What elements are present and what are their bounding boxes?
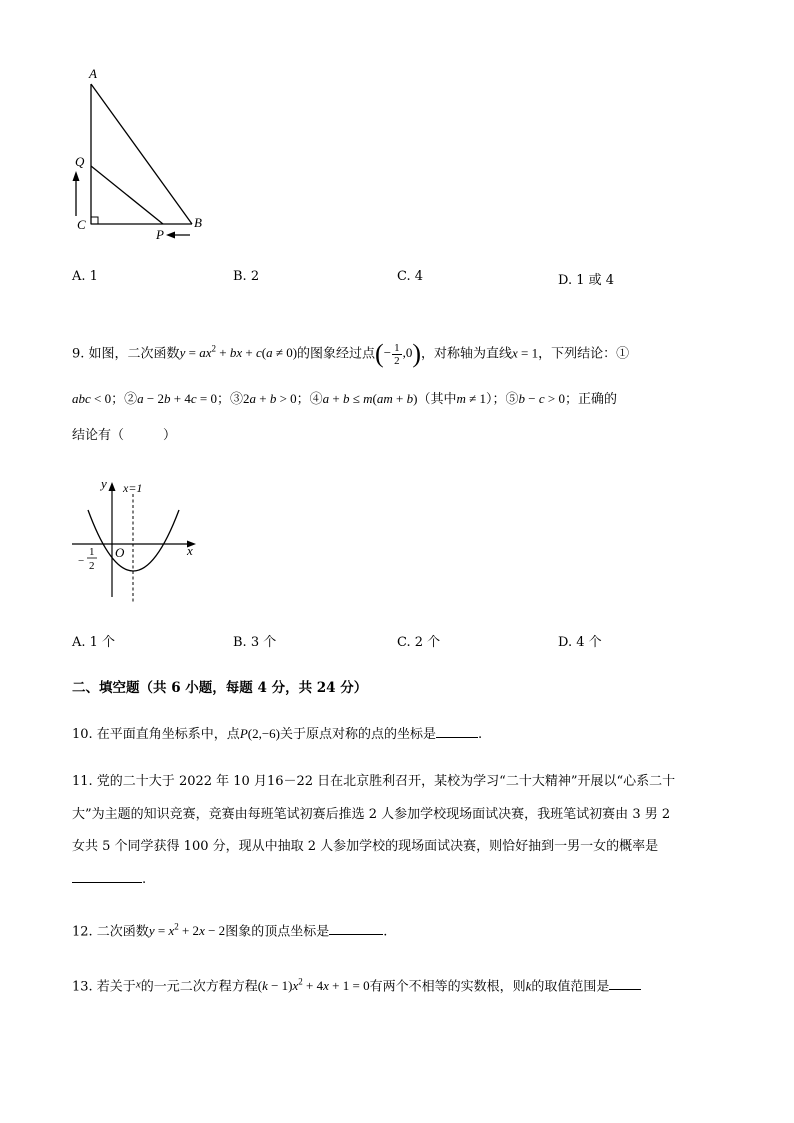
label-c: C <box>77 217 86 232</box>
triangle-figure <box>70 60 220 245</box>
symmetry-axis-label: x=1 <box>123 481 143 495</box>
q13-answer-blank[interactable] <box>609 977 641 990</box>
q10-answer-blank[interactable] <box>436 725 478 738</box>
label-q: Q <box>75 154 85 169</box>
q9-option-a: A. 1 个 <box>72 635 116 650</box>
section2-title: 二、填空题（共 6 小题，每题 4 分，共 24 分） <box>72 680 368 696</box>
parabola-figure <box>72 472 202 604</box>
label-b: B <box>194 215 202 230</box>
label-p: P <box>156 227 164 242</box>
q11-line3: 女共 5 个同学获得 100 分，现从中抽取 2 人参加学校的现场面试决赛，则恰好抽到一男一女的概率是 <box>72 839 659 854</box>
q11-line4: . <box>72 870 146 889</box>
neg-sign: − <box>78 555 85 567</box>
side-ab <box>91 84 192 224</box>
q11-line1: 11. 党的二十大于 2022 年 10 月16－22 日在北京胜利召开，某校为学习“二十大精神”开展以“心系二十 <box>72 774 676 789</box>
right-angle-mark <box>91 217 98 224</box>
half-num: 1 <box>89 546 95 558</box>
q8-option-d: D. 1 或 4 <box>558 273 615 288</box>
q9-option-d: D. 4 个 <box>558 635 602 650</box>
origin-label: O <box>115 545 125 560</box>
label-a: A <box>89 66 97 81</box>
y-axis-arrow <box>109 482 116 491</box>
q11-line2: 大”为主题的知识竞赛，竞赛由每班笔试初赛后推选 2 人参加学校现场面试决赛，我班笔试初赛由 3 男 2 <box>72 807 671 822</box>
q9-line1: 9. 如图，二次函数$y = ax^2$ + bx + c(a ≠ 0)的图象经过点(− $\frac{1}{2}$ ,0)，对称轴为直线x = 1，下列结论：① <box>72 339 630 369</box>
q8-option-c: C. 4 <box>397 269 424 284</box>
q10: 10. 在平面直角坐标系中，点P(2,−6)关于原点对称的点的坐标是 . <box>72 726 483 742</box>
arrow-up-head <box>73 171 80 181</box>
q9-option-c: C. 2 个 <box>397 635 441 650</box>
q8-option-a: A. 1 <box>72 269 98 284</box>
q8-option-b: B. 2 <box>233 269 260 284</box>
x-label: x <box>187 543 193 558</box>
half-den: 2 <box>89 560 95 572</box>
q12-answer-blank[interactable] <box>329 922 383 935</box>
y-label: y <box>101 476 107 491</box>
q13: 13. 若关于$^x$的一元二次方程方程$(k - 1)x^2 + 4x + 1 = 0$有两个不相等的实数根，则k的取值范围是 <box>72 973 641 996</box>
segment-qp <box>91 166 163 224</box>
q11-answer-blank[interactable] <box>72 870 142 883</box>
q9-option-b: B. 3 个 <box>233 635 277 650</box>
q9-line3: 结论有（ ） <box>72 428 177 443</box>
q12: 12. 二次函数$y = x^2 + 2x - 2$图象的顶点坐标是 . <box>72 922 388 940</box>
q9-line2: abc < 0；②a − 2b + 4c = 0；③2a + b > 0；④a + b ≤ m(am + b)（其中m ≠ 1）；⑤b − c > 0；正确的 <box>72 391 618 407</box>
arrow-left-head <box>166 232 175 239</box>
